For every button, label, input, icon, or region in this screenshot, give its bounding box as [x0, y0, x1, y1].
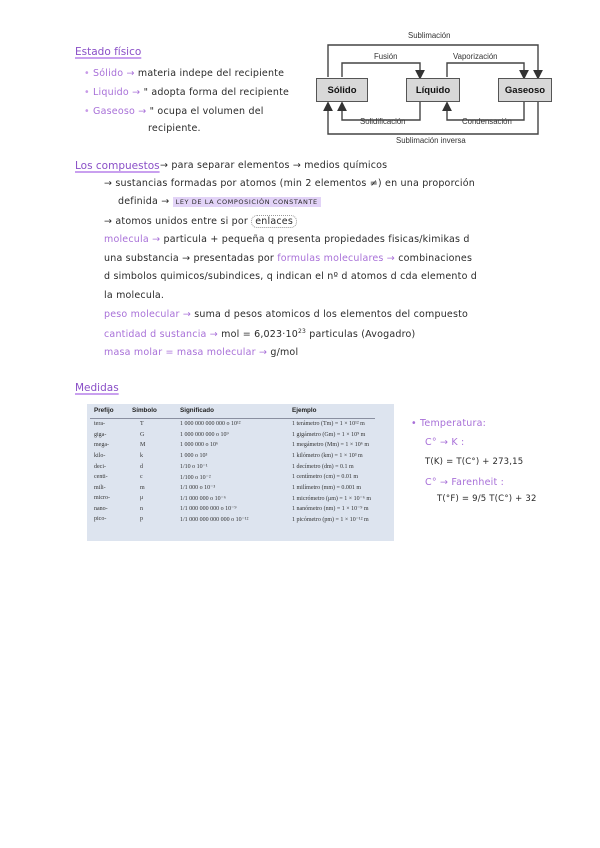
- table-row: [90, 514, 375, 525]
- masa-molar-line: [104, 347, 298, 358]
- masa-term: masa molar = masa molecular →: [104, 347, 268, 358]
- cell-simbolo: k: [140, 453, 143, 460]
- cell-ejemplo: 1 gigámetro (Gm) = 1 × 10⁹ m: [292, 431, 366, 438]
- prefix-table-panel: [87, 404, 394, 541]
- molecula-line-3: d simbolos quimicos/subindices, q indican el nº d atomos d cda elemento d: [104, 271, 478, 282]
- peso-molecular-line: [104, 309, 468, 320]
- cell-prefijo: tera-: [94, 421, 105, 428]
- cell-simbolo: G: [140, 431, 145, 438]
- c-to-k-label: C° → K :: [425, 437, 465, 448]
- estado-text: " ocupa el volumen del: [149, 106, 264, 117]
- header-ejemplo: Ejemplo: [292, 407, 317, 414]
- c-to-f-label: C° → Farenheit :: [425, 477, 505, 488]
- molecula-line-1: [104, 234, 470, 245]
- cell-significado: 1/1 000 000 000 o 10⁻⁹: [180, 506, 237, 513]
- kelvin-formula: T(K) = T(C°) + 273,15: [425, 457, 524, 467]
- box-liquido: Líquido: [406, 78, 460, 102]
- label-sublimacion: Sublimación: [408, 31, 451, 40]
- compuestos-line-1: → para separar elementos → medios químicos: [160, 160, 388, 171]
- text: particulas (Avogadro): [309, 329, 416, 341]
- cell-prefijo: nano-: [94, 505, 108, 512]
- table-row: [90, 419, 375, 430]
- cell-simbolo: m: [140, 484, 145, 491]
- cell-ejemplo: 1 decímetro (dm) = 0.1 m: [292, 463, 354, 470]
- compuestos-line-4: [104, 216, 297, 227]
- cell-prefijo: micro-: [94, 495, 110, 502]
- cell-simbolo: d: [140, 463, 143, 470]
- label-fusion: Fusión: [374, 52, 398, 61]
- label-solidificacion: Solidificación: [360, 117, 406, 126]
- cell-significado: 1/1 000 o 10⁻³: [180, 485, 216, 492]
- estado-term: Gaseoso: [93, 106, 135, 117]
- cantidad-term: cantidad d sustancia →: [104, 329, 218, 341]
- estado-term: Liquido: [93, 87, 129, 98]
- text: g/mol: [270, 347, 299, 358]
- compuestos-line-2: → sustancias formadas por atomos (min 2 elementos ≠) en una proporción: [104, 178, 475, 189]
- cantidad-line: [104, 328, 415, 340]
- cell-ejemplo: 1 megámetro (Mm) = 1 × 10⁶ m: [292, 442, 370, 449]
- exponent: 23: [297, 328, 307, 335]
- molecula-line-4: la molecula.: [104, 290, 165, 301]
- cell-significado: 1 000 000 o 10⁶: [180, 442, 219, 449]
- cell-significado: 1/1 000 000 o 10⁻⁶: [180, 495, 226, 502]
- table-row: [90, 472, 375, 483]
- cell-simbolo: μ: [140, 495, 144, 502]
- cell-simbolo: n: [140, 505, 143, 512]
- table-row: [90, 430, 375, 441]
- cell-prefijo: centi-: [94, 474, 108, 481]
- text: mol = 6,023·10: [221, 329, 298, 341]
- prefix-table: [90, 404, 375, 525]
- medidas-title: Medidas: [75, 382, 119, 394]
- text: particula + pequeña q presenta propiedades fisicas/kimikas d: [163, 234, 470, 245]
- table-row: [90, 440, 375, 451]
- table-row: [90, 461, 375, 472]
- header-simbolo: Símbolo: [132, 407, 157, 414]
- cell-simbolo: M: [140, 442, 146, 449]
- header-prefijo: Prefijo: [94, 407, 114, 414]
- cell-significado: 1/10 o 10⁻¹: [180, 464, 208, 471]
- cell-ejemplo: 1 centímetro (cm) = 0.01 m: [292, 474, 359, 481]
- compuestos-line-3: [118, 196, 321, 207]
- cell-significado: 1 000 000 000 000 o 10¹²: [180, 421, 241, 428]
- estado-item-gaseoso: • Gaseoso → " ocupa el volumen del: [84, 106, 264, 117]
- label-vaporizacion: Vaporización: [453, 52, 498, 61]
- box-gaseoso: Gaseoso: [498, 78, 552, 102]
- box-solido: Sólido: [316, 78, 368, 102]
- cell-prefijo: giga-: [94, 431, 107, 438]
- cell-ejemplo: 1 terámetro (Tm) = 1 × 10¹² m: [292, 421, 365, 428]
- text: definida →: [118, 196, 170, 207]
- label-sublimacion-inversa: Sublimación inversa: [396, 136, 466, 145]
- molecula-term: molecula →: [104, 234, 161, 245]
- cell-prefijo: deci-: [94, 463, 106, 470]
- estado-item-solido: • Sólido → materia indepe del recipiente: [84, 68, 285, 79]
- arrow: →: [126, 68, 135, 79]
- estado-term: Sólido: [93, 68, 124, 79]
- molecula-line-2: [104, 253, 472, 264]
- estado-title: Estado físico: [75, 46, 142, 58]
- peso-term: peso molecular →: [104, 309, 191, 320]
- ley-highlight: LEY DE LA COMPOSICIÓN CONSTANTE: [173, 197, 321, 207]
- table-row: [90, 451, 375, 462]
- text: suma d pesos atomicos d los elementos del compuesto: [194, 309, 469, 320]
- cell-prefijo: kilo-: [94, 453, 106, 460]
- cell-significado: 1/100 o 10⁻²: [180, 474, 211, 481]
- cell-simbolo: T: [140, 421, 144, 428]
- estado-item-liquido: • Liquido → " adopta forma del recipiente: [84, 87, 290, 98]
- formulas-term: formulas moleculares →: [277, 253, 395, 264]
- phase-diagram: [312, 28, 557, 148]
- estado-text: materia indepe del recipiente: [137, 68, 285, 79]
- text: → atomos unidos entre si por: [104, 216, 248, 227]
- arrow: →: [138, 106, 147, 117]
- cell-significado: 1 000 o 10³: [180, 453, 208, 460]
- cell-significado: 1/1 000 000 000 000 o 10⁻¹²: [180, 516, 249, 523]
- text: una substancia → presentadas por: [104, 253, 274, 264]
- text: combinaciones: [398, 253, 473, 264]
- cell-prefijo: mega-: [94, 442, 109, 449]
- cell-simbolo: c: [140, 474, 143, 481]
- cell-prefijo: mili-: [94, 484, 106, 491]
- estado-continuation: recipiente.: [148, 123, 201, 134]
- temperatura-title: • Temperatura:: [411, 418, 486, 429]
- table-header-row: [90, 404, 375, 419]
- cell-prefijo: pico-: [94, 516, 107, 523]
- cell-ejemplo: 1 milímetro (mm) = 0.001 m: [292, 484, 362, 491]
- table-row: [90, 482, 375, 493]
- cell-ejemplo: 1 picómetro (pm) = 1 × 10⁻¹² m: [292, 516, 369, 523]
- cell-ejemplo: 1 nanómetro (nm) = 1 × 10⁻⁹ m: [292, 506, 369, 513]
- cell-simbolo: p: [140, 516, 143, 523]
- arrow: →: [132, 87, 141, 98]
- header-significado: Significado: [180, 407, 214, 414]
- fahrenheit-formula: T(°F) = 9/5 T(C°) + 32: [437, 494, 537, 504]
- label-condensacion: Condensación: [462, 117, 512, 126]
- cell-significado: 1 000 000 000 o 10⁹: [180, 431, 229, 438]
- compuestos-title: Los compuestos: [75, 160, 160, 172]
- cell-ejemplo: 1 micrómetro (μm) = 1 × 10⁻⁶ m: [292, 495, 372, 502]
- enlaces-circled: enlaces: [251, 215, 297, 228]
- estado-text: " adopta forma del recipiente: [143, 87, 290, 98]
- table-row: [90, 493, 375, 504]
- cell-ejemplo: 1 kilómetro (km) = 1 × 10³ m: [292, 453, 363, 460]
- table-row: [90, 504, 375, 515]
